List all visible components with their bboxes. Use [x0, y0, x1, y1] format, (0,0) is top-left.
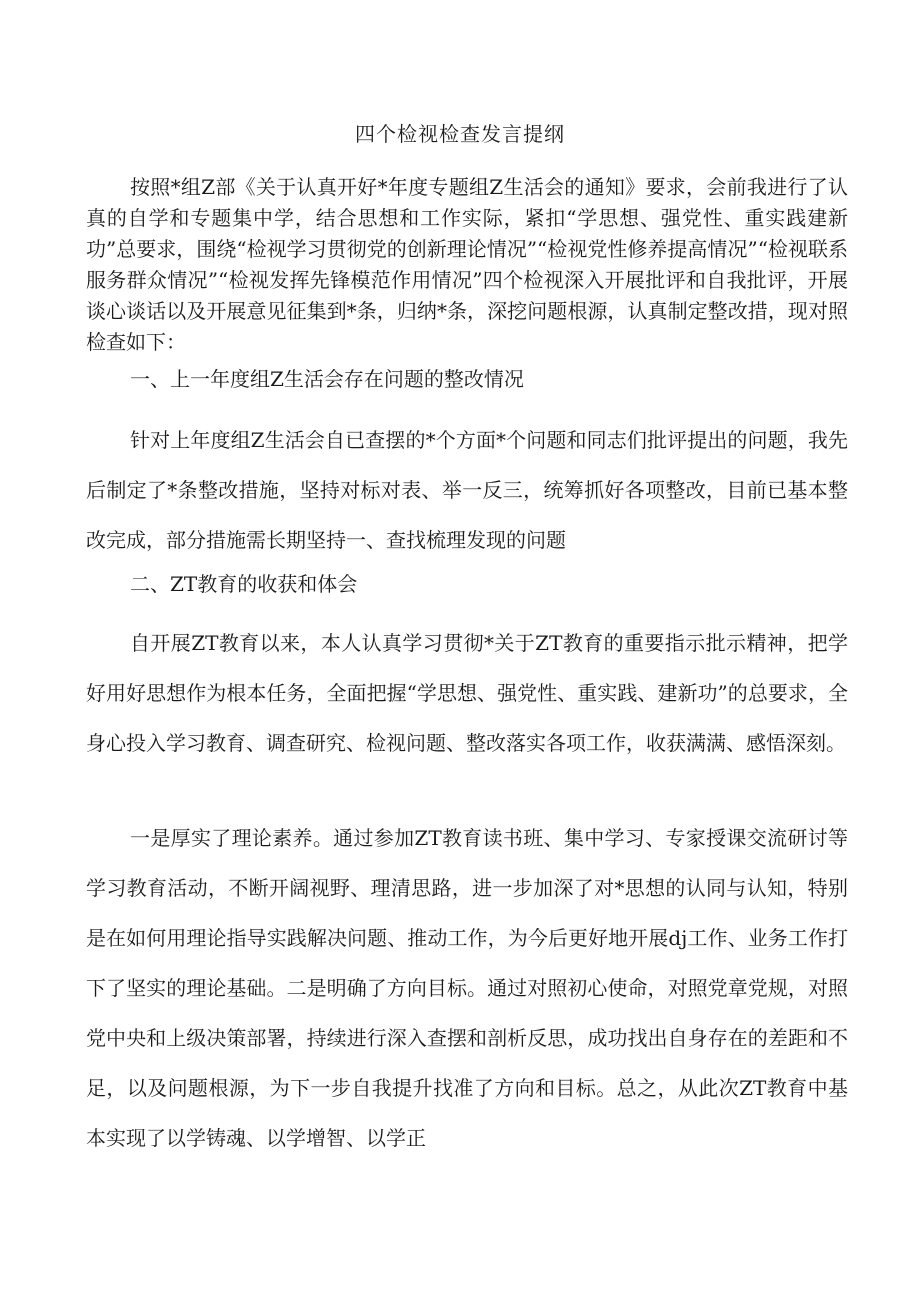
- intro-paragraph: 按照*组Z部《关于认真开好*年度专题组Z生活会的通知》要求，会前我进行了认真的自学和专题集中学，结合思想和工作实际，紧扣“学思想、强党性、重实践建新功”总要求，围绕“检视学习贯彻党的创新理论情况”“检视党性修养提高情况”“检视联系服务群众情况”“检视发挥先锋模范作用情况”四个检视深入开展批评和自我批评，开展谈心谈话以及开展意见征集到*条，归纳*条，深挖问题根源，认真制定整改措，现对照检查如下：: [86, 175, 848, 354]
- section-2-heading: 二、ZT教育的收获和体会: [130, 572, 358, 596]
- document-title: 四个检视检查发言提纲: [355, 122, 565, 146]
- section-2-paragraph-1: 自开展ZT教育以来，本人认真学习贯彻*关于ZT教育的重要指示批示精神，把学好用好思想作为根本任务，全面把握“学思想、强党性、重实践、建新功”的总要求，全身心投入学习教育、调查研究、检视问题、整改落实各项工作，收获满满、感悟深刻。: [86, 631, 848, 755]
- section-1-heading: 一、上一年度组Z生活会存在问题的整改情况: [130, 367, 524, 391]
- section-1-paragraph: 针对上年度组Z生活会自已查摆的*个方面*个问题和同志们批评提出的问题，我先后制定了*条整改措施，坚持对标对表、举一反三，统筹抓好各项整改，目前已基本整改完成，部分措施需长期坚持一、查找梳理发现的问题: [86, 428, 848, 552]
- section-2-paragraph-2: 一是厚实了理论素养。通过参加ZT教育读书班、集中学习、专家授课交流研讨等学习教育活动，不断开阔视野、理清思路，进一步加深了对*思想的认同与认知，特别是在如何用理论指导实践解决问题、推动工作，为今后更好地开展dj工作、业务工作打下了坚实的理论基础。二是明确了方向目标。通过对照初心使命，对照党章党规，对照党中央和上级决策部署，持续进行深入查摆和剖析反思，成功找出自身存在的差距和不足，以及问题根源，为下一步自我提升找准了方向和目标。总之，从此次ZT教育中基本实现了以学铸魂、以学增智、以学正: [86, 826, 848, 1150]
